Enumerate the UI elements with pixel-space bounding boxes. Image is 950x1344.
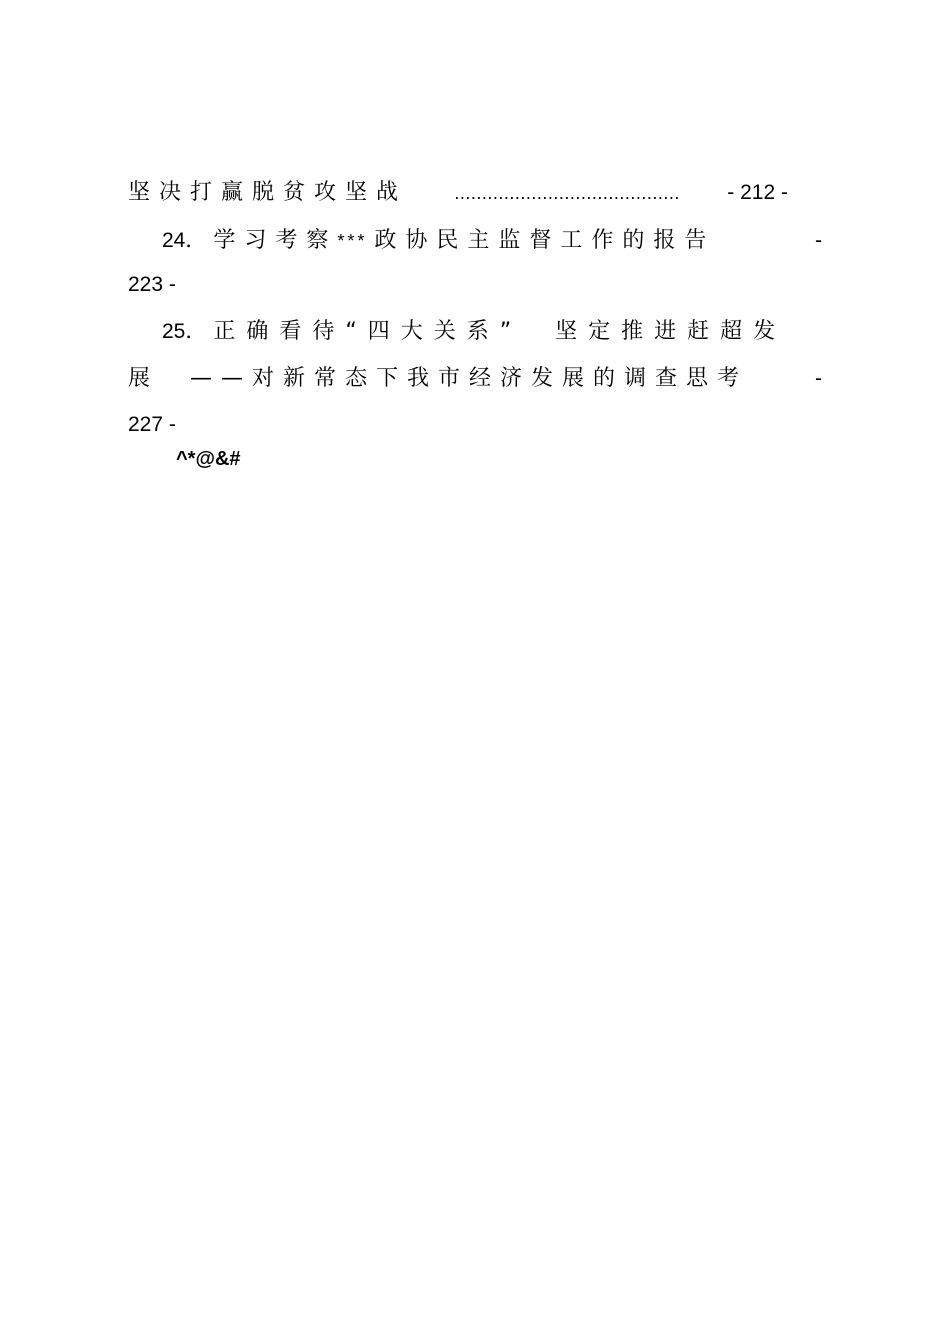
toc-page-dash: -: [815, 229, 822, 252]
toc-entry-heading: [162, 226, 715, 256]
toc-page-number: 227 -: [128, 413, 176, 436]
toc-entry-title-line2: 展 ——对新常态下我市经济发展的调查思考: [128, 366, 749, 391]
toc-entry-25-page: [128, 410, 822, 440]
toc-leader-dots: .........................................: [454, 183, 680, 203]
toc-entry-title-part1: 学习考察: [213, 228, 338, 253]
toc-entry-25[interactable]: [162, 317, 822, 347]
toc-page-number: - 212 -: [727, 181, 788, 204]
toc-entry-number: 24．: [162, 229, 207, 252]
toc-page-number: 223 -: [128, 273, 176, 296]
document-end-marker: ^*@&#: [176, 448, 241, 470]
toc-entry-redacted: ***: [337, 231, 368, 251]
toc-entry-title: 坚决打赢脱贫攻坚战: [128, 180, 408, 205]
toc-entry-24[interactable]: [162, 226, 822, 256]
toc-page-dash: -: [815, 367, 822, 390]
toc-entry-number: 25．: [162, 320, 207, 343]
toc-entry-24-page: [128, 270, 822, 300]
toc-entry-25-line2[interactable]: [128, 364, 822, 394]
toc-entry-title-part2: 政协民主监督工作的报告: [374, 228, 716, 253]
toc-entry-23-tail[interactable]: [128, 178, 788, 208]
toc-entry-title-line1: 正确看待“四大关系” 坚定推进赶超发: [213, 319, 787, 344]
